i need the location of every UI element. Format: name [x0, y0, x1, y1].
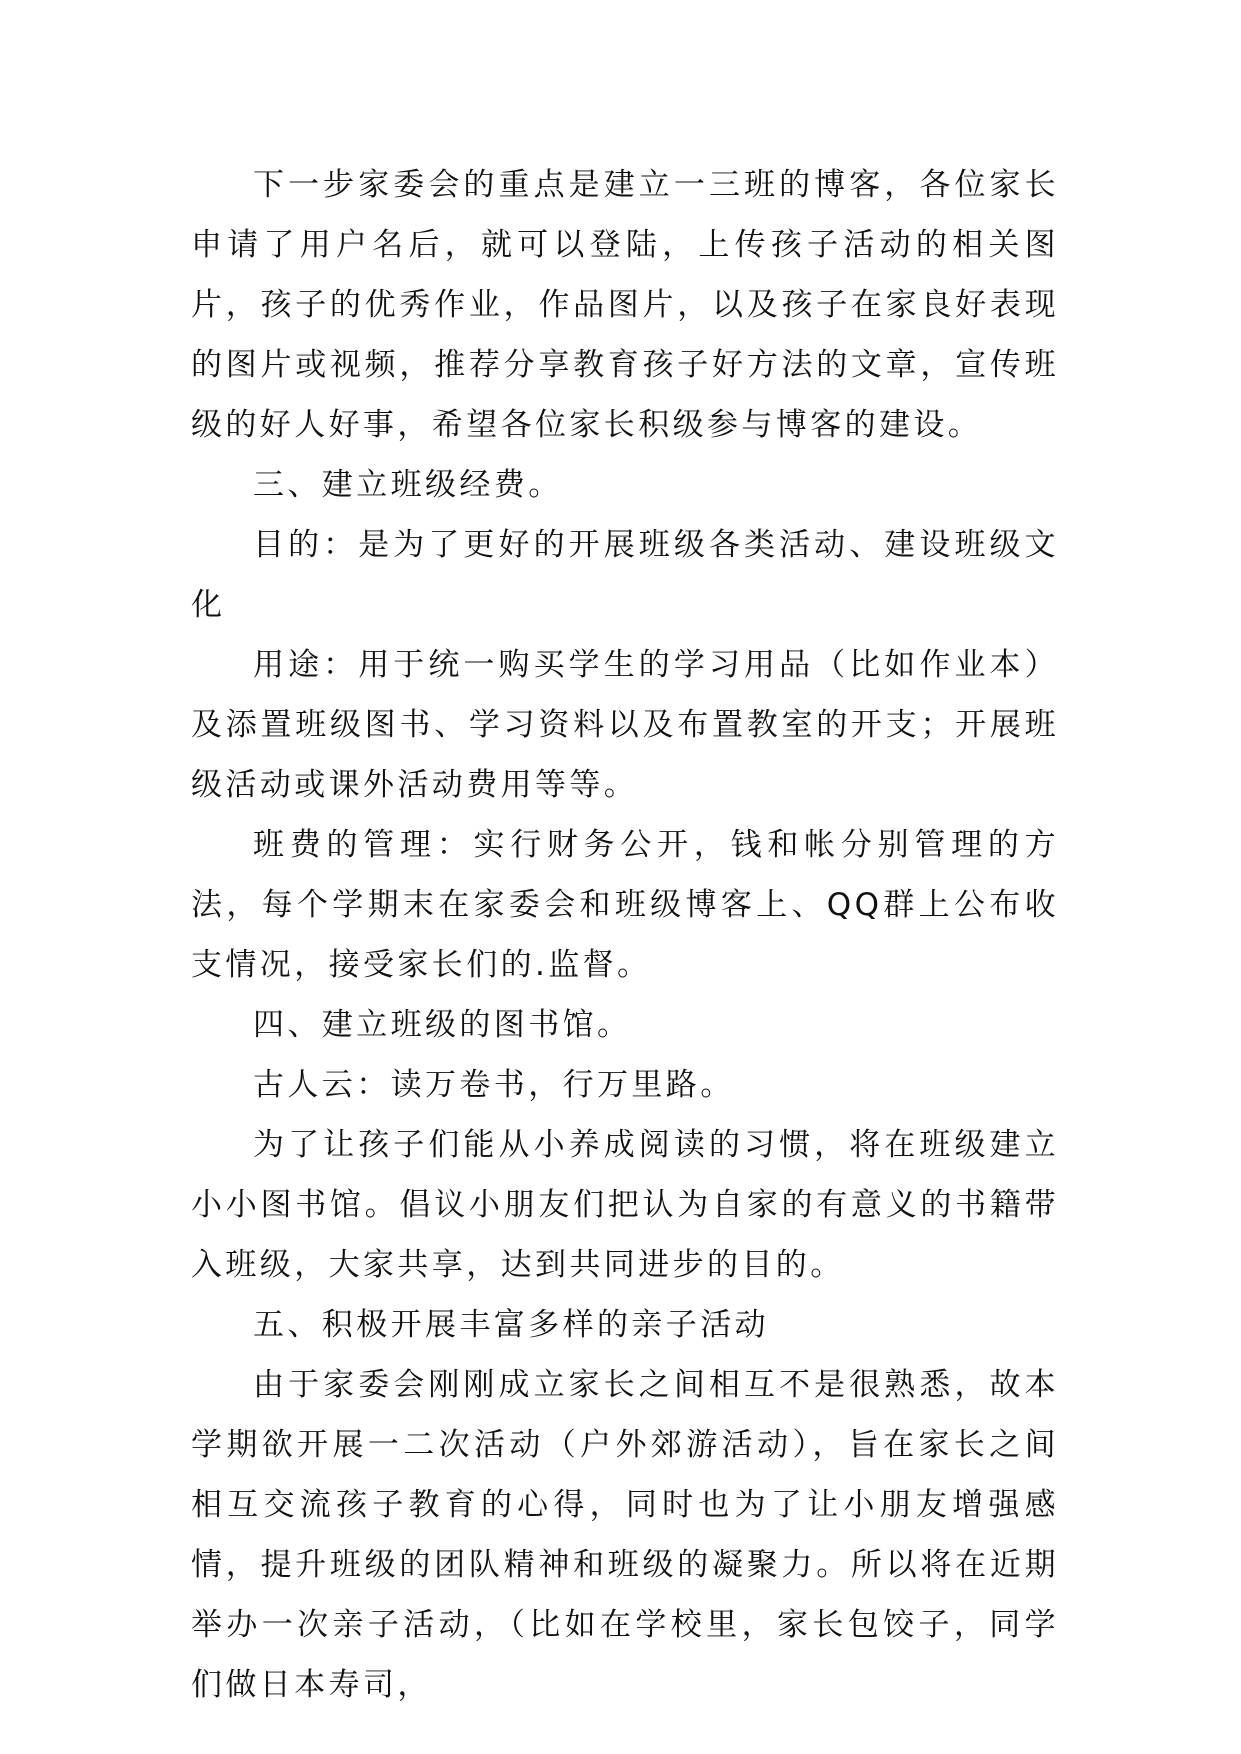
paragraph-library-plan: 为了让孩子们能从小养成阅读的习惯，将在班级建立小小图书馆。倡议小朋友们把认为自家的有意义的书籍带入班级，大家共享，达到共同进步的目的。	[191, 1127, 1059, 1283]
heading-class-library: 四、建立班级的图书馆。	[253, 1007, 632, 1043]
paragraph-funds-usage: 用途：用于统一购买学生的学习用品（比如作业本）及添置班级图书、学习资料以及布置教室的开支；开展班级活动或课外活动费用等等。	[191, 647, 1059, 803]
paragraph-funds-purpose: 目的：是为了更好的开展班级各类活动、建设班级文化	[191, 527, 1059, 623]
paragraph-proverb: 古人云：读万卷书，行万里路。	[253, 1067, 735, 1103]
paragraph-funds-management: 班费的管理：实行财务公开，钱和帐分别管理的方法，每个学期末在家委会和班级博客上、QQ群上公布收支情况，接受家长们的.监督。	[191, 827, 1059, 983]
paragraph-activities-plan: 由于家委会刚刚成立家长之间相互不是很熟悉，故本学期欲开展一二次活动（户外郊游活动），旨在家长之间相互交流孩子教育的心得，同时也为了让小朋友增强感情，提升班级的团队精神和班级的凝聚力。所以将在近期举办一次亲子活动，（比如在学校里，家长包饺子，同学们做日本寿司，	[191, 1367, 1059, 1703]
paragraph-blog-plan: 下一步家委会的重点是建立一三班的博客，各位家长申请了用户名后，就可以登陆，上传孩子活动的相关图片，孩子的优秀作业，作品图片，以及孩子在家良好表现的图片或视频，推荐分享教育孩子好方法的文章，宣传班级的好人好事，希望各位家长积级参与博客的建设。	[191, 167, 1059, 443]
heading-parent-child-activities: 五、积极开展丰富多样的亲子活动	[253, 1307, 769, 1343]
document-body	[191, 155, 1059, 1715]
heading-class-funds: 三、建立班级经费。	[253, 467, 563, 503]
